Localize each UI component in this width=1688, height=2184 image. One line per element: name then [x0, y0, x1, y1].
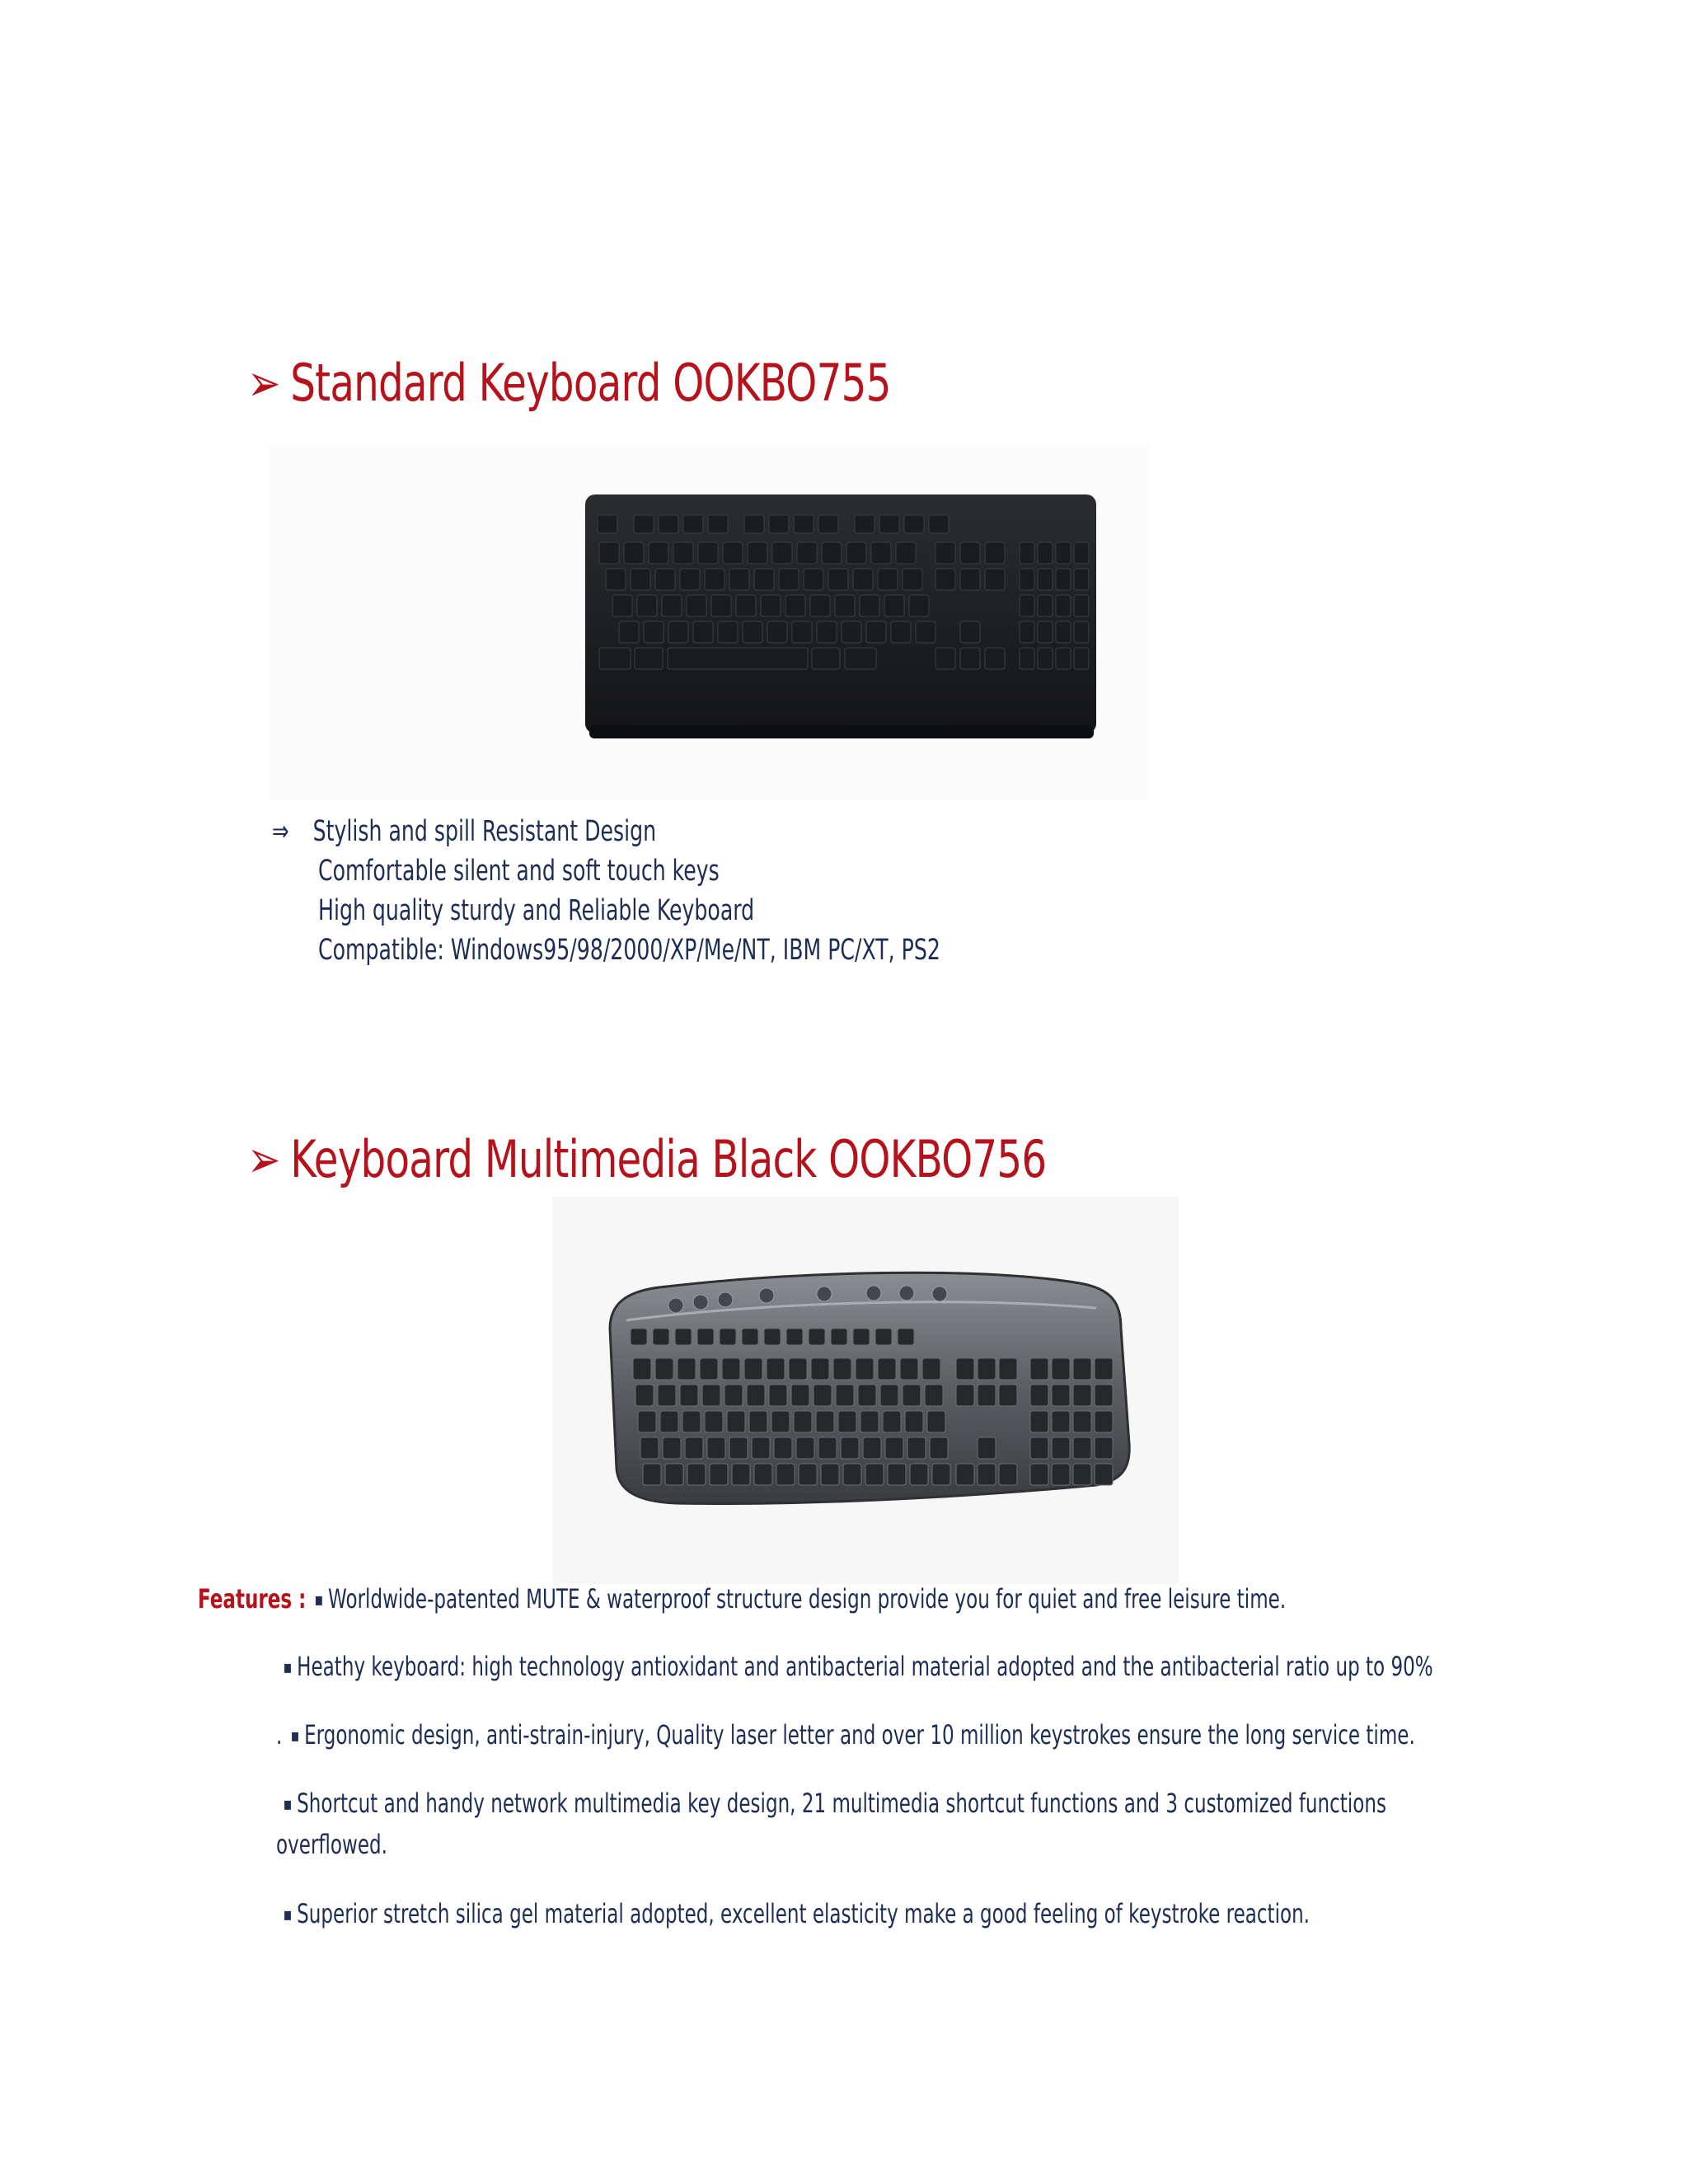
list-item-continuation — [276, 1824, 387, 1865]
keyboard-key — [698, 542, 718, 564]
keyboard-key — [624, 542, 644, 564]
keyboard-key — [705, 1411, 723, 1432]
keyboard-key — [769, 1385, 787, 1406]
keyboard-key — [635, 1385, 654, 1406]
keyboard-key — [853, 569, 873, 590]
keyboard-key — [1038, 595, 1053, 616]
keyboard-key — [1038, 648, 1053, 669]
keyboard-key — [761, 595, 781, 616]
keyboard-key — [845, 648, 876, 669]
keyboard-key — [846, 542, 866, 564]
keyboard-key — [653, 1329, 669, 1345]
feature-text: Shortcut and handy network multimedia key design, 21 multimedia shortcut functions and 3 customized functions — [297, 1788, 1386, 1819]
keyboard-key — [1030, 1385, 1048, 1406]
keyboard-key — [855, 515, 874, 533]
keyboard-key — [776, 1464, 795, 1485]
media-button — [718, 1292, 733, 1307]
list-item — [272, 851, 940, 891]
keyboard-key — [831, 1329, 847, 1345]
keyboard-key — [754, 1464, 772, 1485]
keyboard-key — [727, 1411, 745, 1432]
keyboard-key — [818, 1437, 837, 1459]
keyboard-key — [863, 1437, 881, 1459]
feature-text: Worldwide-patented MUTE & waterproof structure design provide you for quiet and free leisure time. — [328, 1583, 1287, 1615]
keyboard-key — [663, 1437, 681, 1459]
multimedia-keyboard-photo — [552, 1197, 1179, 1584]
keyboard-key — [853, 1329, 870, 1345]
keyboard-key — [1095, 1464, 1113, 1485]
keyboard-key — [685, 1437, 703, 1459]
keyboard-key — [1073, 1385, 1091, 1406]
standard-keyboard-features — [272, 812, 940, 970]
keyboard-key — [769, 515, 789, 533]
keyboard-key — [999, 1464, 1017, 1485]
keyboard-key — [673, 542, 693, 564]
keyboard-key — [828, 569, 848, 590]
keyboard-key — [1030, 1464, 1048, 1485]
keyboard-key — [1030, 1411, 1048, 1432]
keyboard-key — [797, 542, 817, 564]
keyboard-key — [631, 1329, 647, 1345]
square-bullet-icon: ▪ — [290, 1726, 300, 1746]
keyboard-key — [978, 1385, 996, 1406]
feature-text: overflowed. — [276, 1829, 387, 1860]
keyboard-key — [1020, 595, 1034, 616]
keyboard-key — [789, 1358, 807, 1380]
keyboard-key — [1056, 542, 1071, 564]
keyboard-key — [744, 1358, 762, 1380]
feature-text: Ergonomic design, anti-strain-injury, Quality laser letter and over 10 million keystrokes ensure the long service time. — [304, 1719, 1415, 1750]
keyboard-key — [736, 595, 756, 616]
keyboard-key — [1073, 1358, 1091, 1380]
keyboard-key — [909, 595, 929, 616]
keyboard-key — [880, 1385, 898, 1406]
keyboard-key — [1030, 1437, 1048, 1459]
keyboard-key — [606, 569, 626, 590]
media-button — [693, 1295, 708, 1310]
arrow-bullet-icon: ➢ — [247, 353, 280, 413]
keyboard-key — [811, 1358, 829, 1380]
list-item — [276, 1714, 1415, 1757]
keyboard-key — [878, 1358, 896, 1380]
keyboard-key — [810, 595, 830, 616]
standard-keyboard-photo — [268, 445, 1150, 799]
media-button — [899, 1286, 914, 1301]
keyboard-key — [907, 1437, 926, 1459]
keyboard-key — [633, 1358, 651, 1380]
keyboard-key — [927, 1411, 945, 1432]
keyboard-key — [1056, 595, 1071, 616]
keyboard-key — [791, 1385, 809, 1406]
keyboard-key — [935, 648, 955, 669]
keyboard-key — [700, 1358, 718, 1380]
keyboard-key — [842, 621, 861, 643]
keyboard-key — [903, 569, 922, 590]
keyboard-key — [1038, 621, 1053, 643]
keyboard-key — [659, 515, 678, 533]
keyboard-key — [747, 1385, 765, 1406]
keyboard-key — [637, 595, 657, 616]
keyboard-key — [792, 621, 812, 643]
keyboard-key — [835, 595, 855, 616]
keyboard-key — [922, 1358, 940, 1380]
keyboard-key — [724, 1385, 743, 1406]
keyboard-key — [905, 1411, 923, 1432]
keyboard-key — [843, 1464, 861, 1485]
keyboard-key — [888, 1464, 906, 1485]
keyboard-key — [1052, 1411, 1070, 1432]
keyboard-key — [1056, 648, 1071, 669]
keyboard-key — [680, 569, 700, 590]
keyboard-key — [705, 569, 724, 590]
feature-text: Comfortable silent and soft touch keys — [318, 855, 720, 888]
feature-text: Compatible: Windows95/98/2000/XP/Me/NT, IBM PC/XT, PS2 — [318, 934, 940, 967]
keyboard-key — [1095, 1411, 1113, 1432]
keyboard-key — [999, 1385, 1017, 1406]
keyboard-key — [1052, 1358, 1070, 1380]
keyboard-key — [1030, 1358, 1048, 1380]
feature-text: High quality sturdy and Reliable Keyboard — [318, 894, 755, 927]
media-button — [759, 1288, 774, 1303]
keyboard-key — [925, 1385, 943, 1406]
keyboard-key — [682, 1411, 701, 1432]
keyboard-key — [885, 1437, 903, 1459]
keyboard-key — [697, 1329, 714, 1345]
square-bullet-icon: ▪ — [314, 1590, 324, 1610]
multimedia-keyboard-image — [552, 1197, 1179, 1584]
keyboard-key — [744, 515, 764, 533]
keyboard-key — [960, 621, 980, 643]
keyboard-key — [1095, 1437, 1113, 1459]
square-bullet-icon: ▪ — [283, 1905, 293, 1925]
feature-text: Heathy keyboard: high technology antioxidant and antibacterial material adopted and the antibacterial ratio up to 90% — [297, 1651, 1433, 1682]
section-heading-multimedia-keyboard — [247, 1129, 1046, 1189]
media-button — [932, 1286, 947, 1301]
keyboard-key — [856, 1358, 874, 1380]
keyboard-key — [932, 1464, 950, 1485]
keyboard-key — [794, 515, 814, 533]
square-bullet-icon: ▪ — [283, 1657, 293, 1678]
media-button — [817, 1286, 832, 1301]
keyboard-key — [1038, 569, 1053, 590]
list-item — [272, 812, 940, 851]
keyboard-key — [711, 595, 731, 616]
square-bullet-icon: ▪ — [283, 1794, 293, 1815]
list-item — [281, 1783, 1386, 1825]
keyboard-key — [985, 569, 1005, 590]
keyboard-key — [710, 1464, 728, 1485]
keyboard-key — [1056, 569, 1071, 590]
keyboard-key — [785, 595, 805, 616]
keyboard-key — [960, 648, 980, 669]
keyboard-key — [640, 1437, 659, 1459]
keyboard-key — [1074, 621, 1089, 643]
keyboard-key — [1056, 621, 1071, 643]
keyboard-key — [1052, 1437, 1070, 1459]
keyboard-key — [935, 569, 955, 590]
keyboard-key — [985, 648, 1005, 669]
keyboard-key — [817, 621, 837, 643]
keyboard-key — [916, 621, 935, 643]
keyboard-key — [796, 1437, 814, 1459]
list-item — [281, 1893, 1310, 1936]
feature-text: Superior stretch silica gel material adopted, excellent elasticity make a good feeling of keystroke reaction. — [297, 1898, 1311, 1929]
keyboard-key — [878, 569, 898, 590]
keyboard-key — [865, 1464, 884, 1485]
implies-arrow-icon: ⇒ — [272, 815, 289, 848]
keyboard-key — [665, 1464, 683, 1485]
keyboard-key — [749, 1411, 767, 1432]
keyboard-key — [960, 569, 980, 590]
keyboard-key — [956, 1358, 974, 1380]
keyboard-key — [772, 542, 792, 564]
keyboard-key — [1073, 1437, 1091, 1459]
keyboard-key — [635, 648, 663, 669]
keyboard-key — [896, 542, 916, 564]
keyboard-key — [929, 515, 949, 533]
keyboard-key — [904, 515, 924, 533]
stray-period: . — [276, 1719, 283, 1750]
keyboard-key — [598, 515, 617, 533]
keyboard-key — [900, 1358, 918, 1380]
keyboard-key — [1020, 648, 1034, 669]
keyboard-key — [680, 1385, 698, 1406]
keyboard-key — [978, 1358, 996, 1380]
keyboard-key — [884, 595, 904, 616]
keyboard-key — [866, 621, 886, 643]
keyboard-key — [860, 595, 879, 616]
keyboard-key — [774, 1437, 792, 1459]
keyboard-key — [1020, 569, 1034, 590]
keyboard-key — [956, 1464, 974, 1485]
keyboard-key — [643, 1464, 661, 1485]
keyboard-key — [833, 1358, 851, 1380]
keyboard-key — [655, 1358, 673, 1380]
keyboard-key — [631, 569, 650, 590]
keyboard-key — [903, 1385, 921, 1406]
keyboard-key — [722, 1358, 740, 1380]
keyboard-key — [718, 621, 738, 643]
keyboard-key — [1074, 648, 1089, 669]
keyboard-key — [960, 542, 980, 564]
keyboard-key — [644, 621, 663, 643]
keyboard-key — [910, 1464, 928, 1485]
standard-keyboard-image — [268, 445, 1150, 799]
keyboard-key — [956, 1385, 974, 1406]
keyboard-key — [860, 1411, 879, 1432]
keyboard-key — [687, 595, 706, 616]
keyboard-key — [818, 515, 838, 533]
keyboard-key — [764, 1329, 781, 1345]
keyboard-key — [754, 569, 774, 590]
list-item — [198, 1578, 1286, 1621]
keyboard-key — [812, 648, 840, 669]
keyboard-key — [814, 1385, 832, 1406]
section-heading-standard-keyboard — [247, 353, 891, 413]
keyboard-key — [822, 542, 842, 564]
keyboard-key — [599, 542, 619, 564]
keyboard-key — [985, 542, 1005, 564]
keyboard-key — [794, 1411, 812, 1432]
keyboard-key — [702, 1385, 720, 1406]
keyboard-key — [693, 621, 713, 643]
keyboard-key — [732, 1464, 750, 1485]
section-title: Standard Keyboard OOKBO755 — [290, 353, 891, 413]
keyboard-key — [1073, 1464, 1091, 1485]
keyboard-key — [668, 648, 808, 669]
keyboard-key — [898, 1329, 914, 1345]
keyboard-key — [858, 1385, 876, 1406]
keyboard-key — [729, 1437, 748, 1459]
arrow-bullet-icon: ➢ — [247, 1129, 280, 1189]
keyboard-key — [634, 515, 654, 533]
media-button — [668, 1298, 683, 1313]
keyboard-key — [720, 1329, 736, 1345]
keyboard-key — [767, 621, 787, 643]
keyboard-key — [978, 1437, 996, 1459]
keyboard-key — [841, 1437, 859, 1459]
keyboard-key — [891, 621, 911, 643]
media-button — [866, 1286, 881, 1301]
keyboard-key — [748, 542, 767, 564]
keyboard-key — [1095, 1385, 1113, 1406]
keyboard-key — [836, 1385, 854, 1406]
keyboard-key — [729, 569, 749, 590]
keyboard-key — [1095, 1358, 1113, 1380]
keyboard-key — [816, 1411, 834, 1432]
keyboard-key — [1074, 569, 1089, 590]
keyboard-key — [743, 621, 762, 643]
keyboard-key — [678, 1358, 696, 1380]
keyboard-key — [883, 1411, 901, 1432]
keyboard-key — [1052, 1464, 1070, 1485]
keyboard-key — [723, 542, 743, 564]
keyboard-key — [668, 621, 688, 643]
keyboard-key — [978, 1464, 996, 1485]
list-item — [281, 1646, 1433, 1689]
keyboard-key — [821, 1464, 839, 1485]
features-label: Features : — [198, 1583, 307, 1615]
keyboard-key — [999, 1358, 1017, 1380]
keyboard-key — [767, 1358, 785, 1380]
section-title: Keyboard Multimedia Black OOKBO756 — [290, 1129, 1047, 1189]
keyboard-key — [838, 1411, 856, 1432]
keyboard-key — [1052, 1385, 1070, 1406]
keyboard-key — [871, 542, 891, 564]
keyboard-key — [599, 648, 631, 669]
keyboard-key — [752, 1437, 770, 1459]
keyboard-key — [935, 542, 955, 564]
keyboard-key — [786, 1329, 803, 1345]
keyboard-key — [1038, 542, 1053, 564]
keyboard-key — [638, 1411, 656, 1432]
keyboard-key — [879, 515, 899, 533]
keyboard-key — [804, 569, 823, 590]
keyboard-key — [655, 569, 675, 590]
keyboard-key — [809, 1329, 825, 1345]
keyboard-key — [742, 1329, 758, 1345]
keyboard-key — [799, 1464, 817, 1485]
keyboard-key — [660, 1411, 678, 1432]
keyboard-key — [875, 1329, 892, 1345]
keyboard-key — [687, 1464, 706, 1485]
keyboard-key — [619, 621, 639, 643]
keyboard-key — [662, 595, 682, 616]
keyboard-key — [707, 1437, 725, 1459]
keyboard-key — [658, 1385, 676, 1406]
list-item — [272, 930, 940, 970]
keyboard-key — [1074, 595, 1089, 616]
keyboard-key — [1074, 542, 1089, 564]
keyboard-key — [649, 542, 668, 564]
feature-text: Stylish and spill Resistant Design — [312, 815, 657, 848]
keyboard-key — [779, 569, 799, 590]
keyboard-key — [612, 595, 632, 616]
keyboard-key — [1020, 542, 1034, 564]
keyboard-key — [708, 515, 728, 533]
keyboard-key — [930, 1437, 948, 1459]
keyboard-key — [1020, 621, 1034, 643]
keyboard-key — [683, 515, 703, 533]
keyboard-key — [675, 1329, 692, 1345]
keyboard-key — [1073, 1411, 1091, 1432]
list-item — [272, 891, 940, 930]
keyboard-key — [771, 1411, 790, 1432]
